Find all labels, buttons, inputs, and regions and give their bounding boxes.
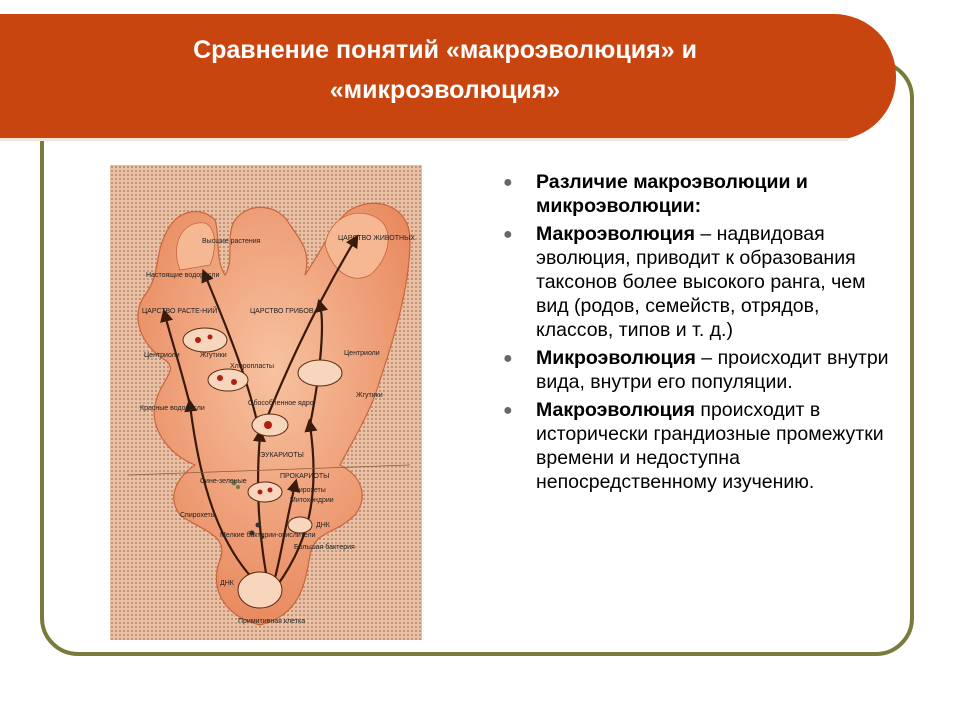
bullet-item	[500, 222, 900, 342]
label-flagella-right: Жгутики	[356, 392, 383, 399]
title-line-2: «микроэволюция»	[329, 76, 561, 104]
bullet-bold: Различие макроэволюции и микроэволюции:	[536, 171, 808, 217]
label-dna-bottom: ДНК	[220, 580, 234, 587]
label-spirochetes-right: Спирохеты	[290, 487, 326, 494]
label-small-bacteria: Мелкие бактерии-окислители	[220, 532, 316, 539]
bullet-text: – надвидовая эволюция, приводит к образования таксонов более высокого ранга, чем вид (родов, семейств, отрядов, классов, типов и т. д.)	[536, 223, 866, 341]
bullet-icon: ●	[503, 174, 513, 191]
label-prokaryotes: ПРОКАРИОТЫ	[280, 473, 330, 480]
bullet-bold: Макроэволюция	[536, 223, 695, 245]
bullet-item	[500, 170, 900, 218]
label-eukaryotes: ЭУКАРИОТЫ	[260, 452, 304, 459]
label-isolated-nucleus: Обособленное ядро	[248, 400, 314, 407]
bullet-item	[500, 398, 900, 494]
label-centrioles-left: Центриоли	[144, 352, 180, 359]
label-mitochondria: Митохондрии	[290, 497, 334, 504]
evolution-tree-drawing	[110, 165, 422, 640]
bullet-icon: ●	[503, 226, 513, 243]
label-animal-kingdom: ЦАРСТВО ЖИВОТНЫХ	[338, 235, 415, 242]
bullet-text: происходит в исторически грандиозные промежутки времени и недоступна непосредственному изучению.	[536, 399, 884, 493]
bullet-icon: ●	[503, 402, 513, 419]
label-higher-plants: Высшие растения	[202, 238, 261, 245]
label-plant-kingdom: ЦАРСТВО РАСТЕ-НИЙ	[142, 308, 218, 315]
bullet-item	[500, 346, 900, 394]
bullet-text: – происходит внутри вида, внутри его популяции.	[536, 347, 889, 393]
label-red-algae: Красные водоросли	[140, 405, 205, 412]
label-centrioles-right: Центриоли	[344, 350, 380, 357]
title-underline	[0, 138, 848, 141]
evolution-tree-figure	[110, 165, 422, 640]
label-dna-small: ДНК	[316, 522, 330, 529]
label-true-algae: Настоящие водоросли	[146, 272, 220, 279]
bullet-bold: Микроэволюция	[536, 347, 696, 369]
label-chloroplasts: Хлоропласты	[230, 363, 275, 370]
label-large-bacteria: Большая бактерия	[294, 544, 355, 551]
label-primitive-cell: Примитивная клетка	[238, 618, 306, 625]
label-flagella-left: Жгутики	[200, 352, 227, 359]
label-blue-green: Сине-зеленые	[200, 478, 247, 485]
title-line-1: Сравнение понятий «макроэволюция» и	[193, 36, 697, 64]
label-fungi-kingdom: ЦАРСТВО ГРИБОВ	[250, 308, 314, 315]
bullet-bold: Макроэволюция	[536, 399, 695, 421]
slide-title	[60, 30, 830, 110]
bullet-icon: ●	[503, 350, 513, 367]
label-spirochetes-left: Спирохеты	[180, 512, 216, 519]
bullet-list	[500, 170, 900, 498]
